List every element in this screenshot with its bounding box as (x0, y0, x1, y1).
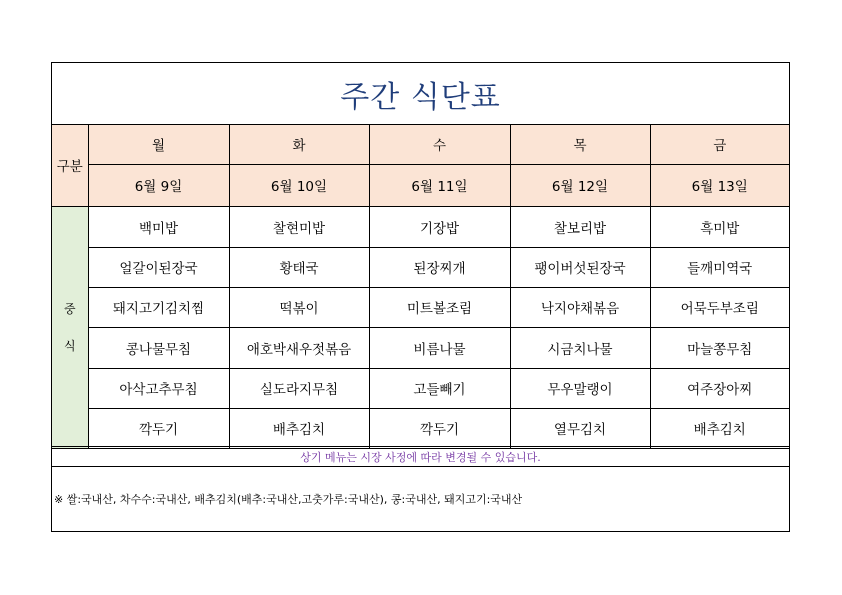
menu-item: 찰보리밥 (510, 206, 650, 247)
day-row (52, 125, 789, 164)
menu-item: 여주장아찌 (650, 368, 789, 408)
menu-item: 배추김치 (650, 408, 789, 448)
date-mon: 6월 9일 (88, 164, 229, 206)
menu-item: 깍두기 (88, 408, 229, 448)
notice-text: 상기 메뉴는 시장 사정에 따라 변경될 수 있습니다. (300, 450, 541, 464)
menu-row (52, 287, 789, 327)
menu-item: 실도라지무침 (229, 368, 369, 408)
category-cell (52, 125, 88, 206)
menu-item: 흑미밥 (650, 206, 789, 247)
menu-item: 미트볼조림 (369, 287, 510, 327)
menu-item: 떡볶이 (229, 287, 369, 327)
menu-item: 황태국 (229, 247, 369, 287)
menu-item: 시금치나물 (510, 327, 650, 368)
notice-row (52, 446, 789, 467)
date-row (52, 164, 789, 206)
menu-item: 고들빼기 (369, 368, 510, 408)
category-label: 구분 (56, 159, 83, 176)
menu-item: 무우말랭이 (510, 368, 650, 408)
date-wed: 6월 11일 (369, 164, 510, 206)
title-row (52, 63, 789, 125)
day-tue: 화 (229, 125, 369, 164)
menu-item: 콩나물무침 (88, 327, 229, 368)
menu-row (52, 247, 789, 287)
menu-item: 백미밥 (88, 206, 229, 247)
menu-row (52, 408, 789, 448)
menu-item: 팽이버섯된장국 (510, 247, 650, 287)
meal-label-char: 중 (63, 302, 76, 316)
day-wed: 수 (369, 125, 510, 164)
page-title: 주간 식단표 (340, 79, 501, 115)
meal-label-char: 식 (63, 339, 76, 353)
menu-item: 열무김치 (510, 408, 650, 448)
menu-table (52, 125, 789, 449)
date-tue: 6월 10일 (229, 164, 369, 206)
menu-item: 마늘쫑무침 (650, 327, 789, 368)
day-thu: 목 (510, 125, 650, 164)
day-fri: 금 (650, 125, 789, 164)
menu-item: 애호박새우젓볶음 (229, 327, 369, 368)
menu-item: 배추김치 (229, 408, 369, 448)
menu-item: 아삭고추무침 (88, 368, 229, 408)
menu-item: 돼지고기김치찜 (88, 287, 229, 327)
menu-item: 깍두기 (369, 408, 510, 448)
menu-item: 비름나물 (369, 327, 510, 368)
menu-item: 기장밥 (369, 206, 510, 247)
menu-sheet (51, 62, 790, 532)
menu-item: 얼갈이된장국 (88, 247, 229, 287)
origin-note: ※ 쌀:국내산, 차수수:국내산, 배추김치(배추:국내산,고춧가루:국내산), 콩:국내산, 돼지고기:국내산 (54, 493, 523, 506)
menu-item: 들깨미역국 (650, 247, 789, 287)
menu-item: 된장찌개 (369, 247, 510, 287)
menu-item: 찰현미밥 (229, 206, 369, 247)
menu-row (52, 206, 789, 247)
menu-item: 어묵두부조림 (650, 287, 789, 327)
meal-label-cell (52, 206, 88, 448)
menu-row (52, 327, 789, 368)
menu-row (52, 368, 789, 408)
date-fri: 6월 13일 (650, 164, 789, 206)
menu-item: 낙지야채볶음 (510, 287, 650, 327)
day-mon: 월 (88, 125, 229, 164)
date-thu: 6월 12일 (510, 164, 650, 206)
